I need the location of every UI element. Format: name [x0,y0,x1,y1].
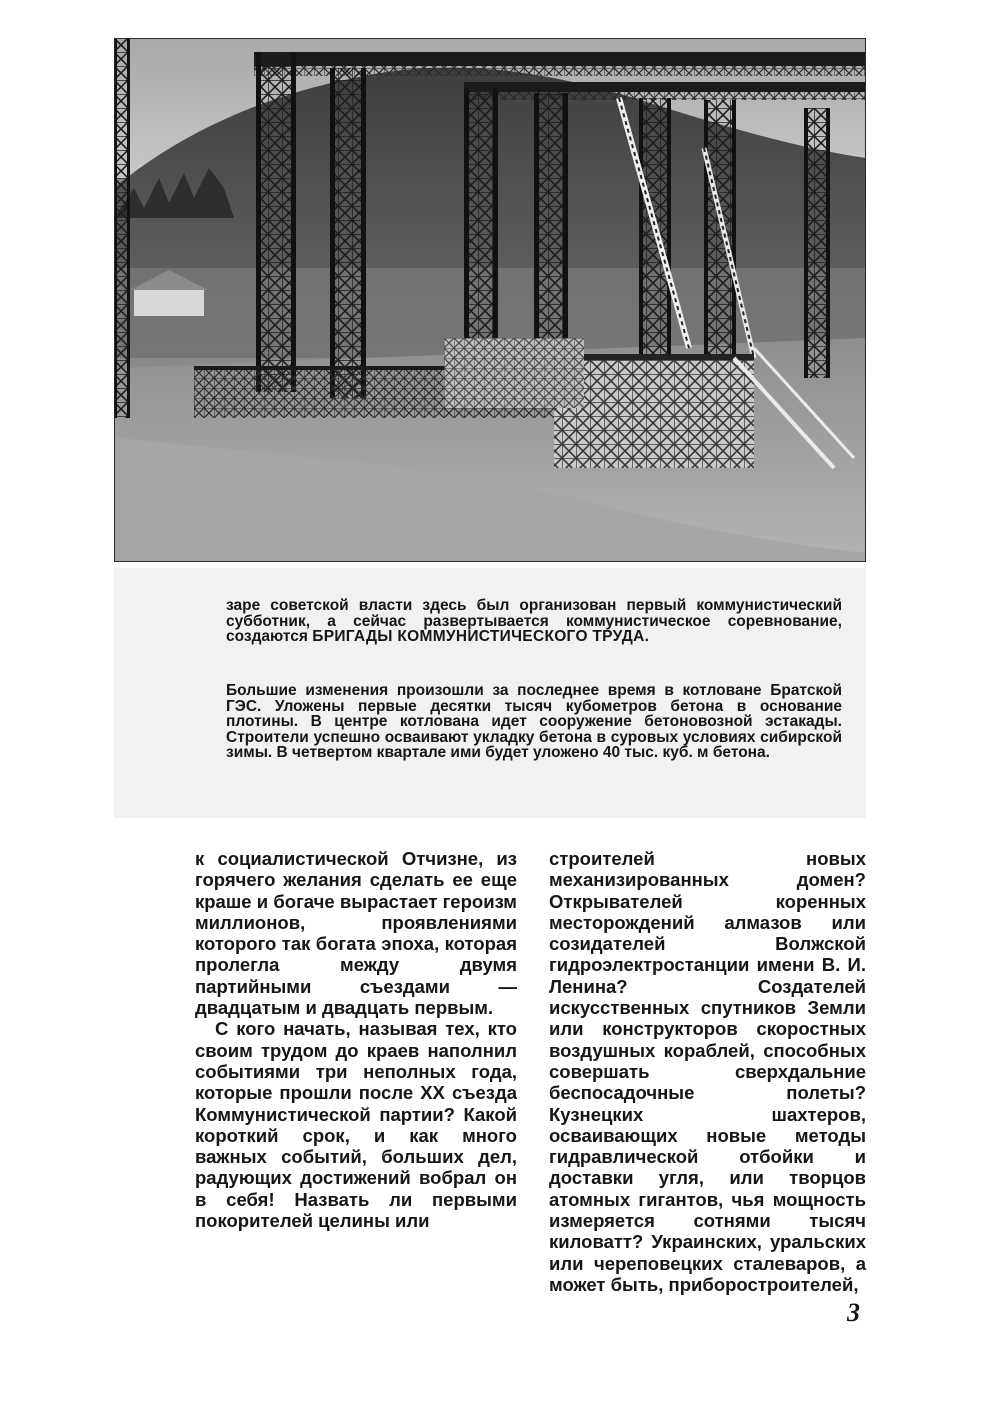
construction-photo [114,38,866,562]
page-number: 3 [847,1298,860,1327]
body-column-right [549,848,866,1295]
caption-paragraph-1-text: заре советской власти здесь был организован первый коммунистический субботник, а сейчас развертывается коммунистическое соревнование, создаются [226,597,842,645]
caption-paragraph-1 [226,598,842,645]
body-right-paragraph-1: строителей новых механизированных домен? Открывателей коренных месторождений алмазов или созидателей Волжской гидроэлектростанции имени В. И. Ленина? Создателей искусственных спутников Земли или конструкторов скоростных воздушных кораблей, способных совершать сверхдальние беспосадочные полеты? Кузнецких шахтеров, осваивающих новые методы гидравлической отбойки и доставки угля, или творцов атомных гигантов, чья мощность измеряется сотнями тысяч киловатт? Украинских, уральских или череповецких сталеваров, а может быть, приборостроителей, [549,848,866,1295]
body-left-paragraph-2: С кого начать, называя тех, кто своим трудом до краев наполнил событиями три неполных года, которые прошли после XX съезда Коммунистической партии? Какой короткий срок, и как много важных событий, больших дел, радующих достижений вобрал он в себя! Назвать ли первыми покорителей целины или [195,1018,517,1232]
caption-paragraph-1-caps: БРИГАДЫ КОММУНИСТИЧЕСКОГО ТРУДА. [312,628,650,645]
body-column-left [195,848,517,1231]
caption-paragraph-2: Большие изменения произошли за последнее время в котловане Братской ГЭС. Уложены первые десятки тысяч кубометров бетона в основание плотины. В центре котлована идет сооружение бетоновозной эстакады. Строители успешно осваивают укладку бетона в суровых условиях сибирской зимы. В четвертом квартале ими будет уложено 40 тыс. куб. м бетона. [226,682,842,761]
construction-scene [114,38,866,562]
body-left-paragraph-1: к социалистической Отчизне, из горячего желания сделать ее еще краше и богаче вырастает героизм миллионов, проявлениями которого так богата эпоха, которая пролегла между двумя партийными съездами — двадцатым и двадцать первым. [195,848,517,1019]
